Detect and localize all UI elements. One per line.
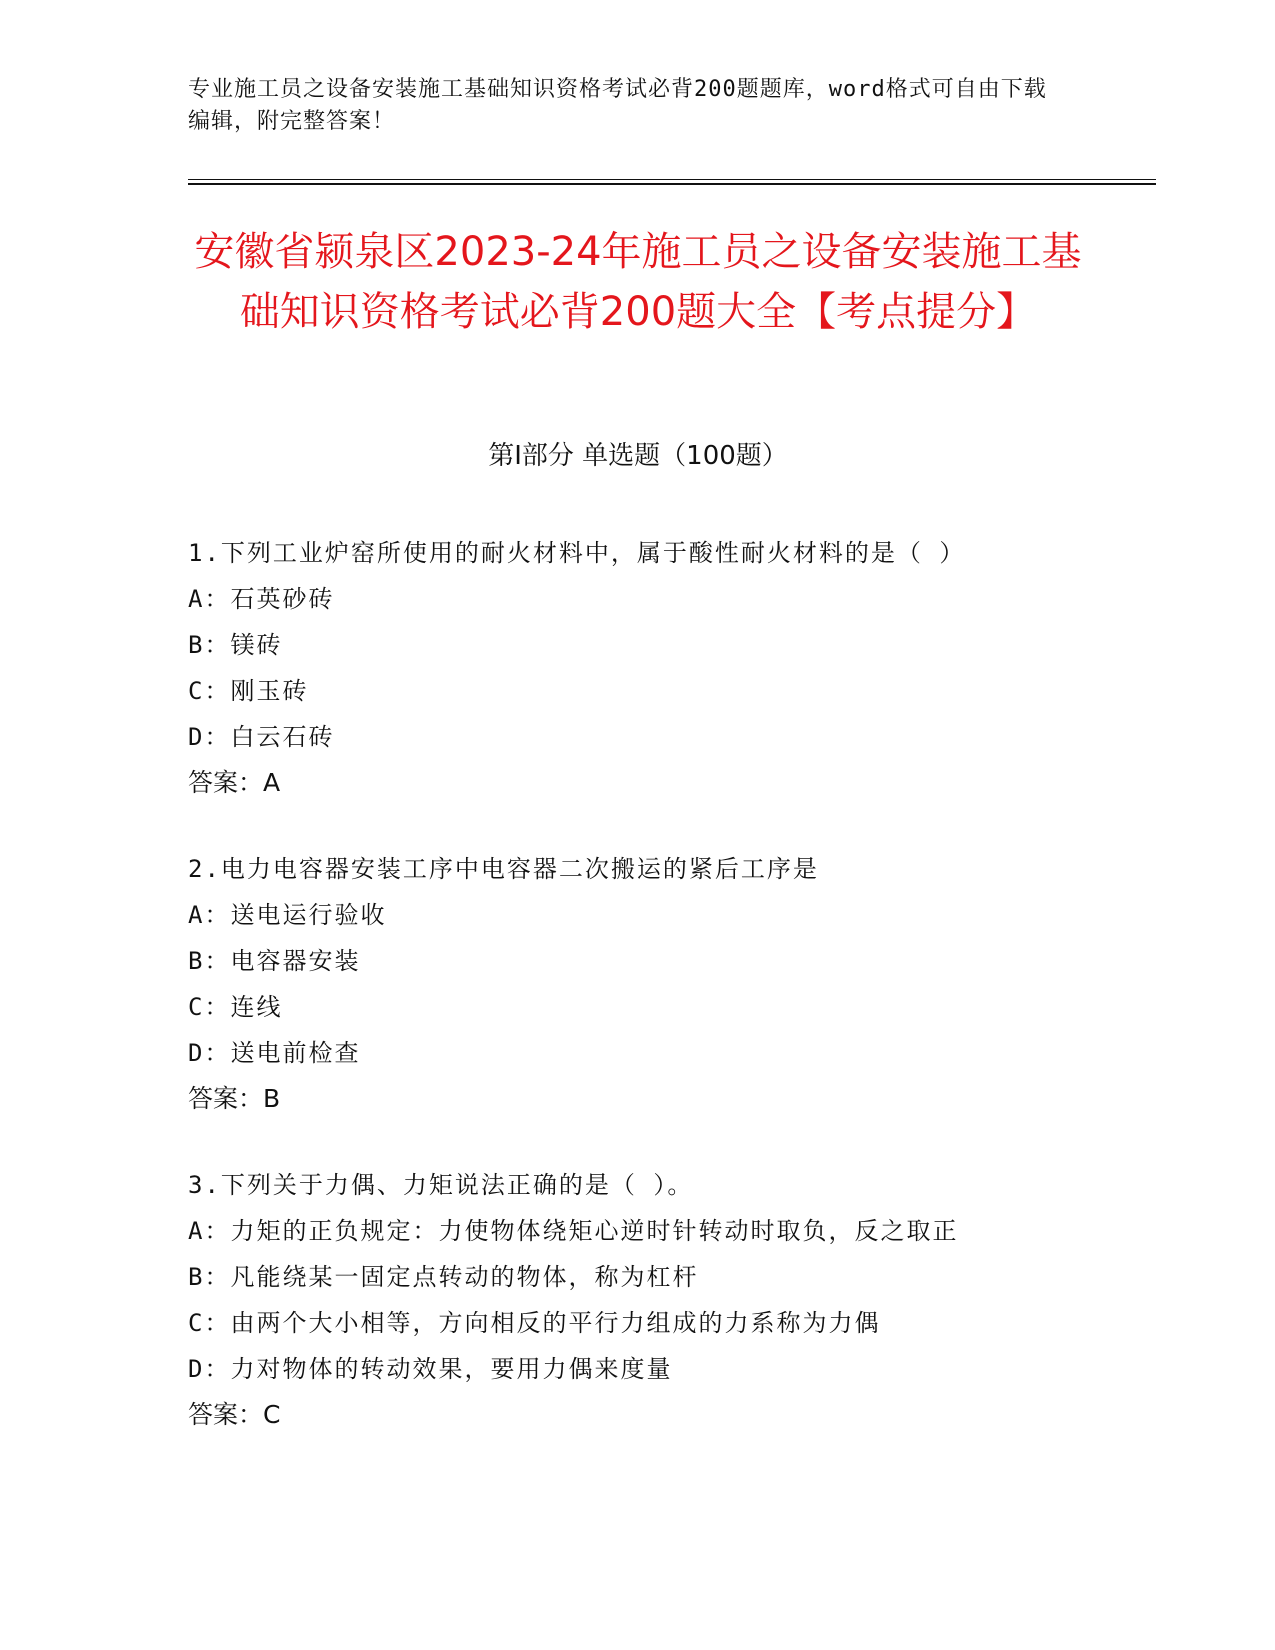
option-letter: B： (188, 947, 231, 975)
option-letter: D： (188, 723, 231, 751)
question-stem: 2.电力电容器安装工序中电容器二次搬运的紧后工序是 (188, 855, 819, 883)
question-2 (188, 846, 1088, 1122)
option-letter: D： (188, 1355, 231, 1383)
option-text: 送电前检查 (230, 1039, 361, 1067)
option-d (188, 714, 1088, 760)
option-text: 刚玉砖 (230, 677, 309, 705)
option-b (188, 1254, 1088, 1300)
option-a (188, 1208, 1088, 1254)
header-divider-thin (188, 179, 1156, 180)
option-c (188, 668, 1088, 714)
option-text: 由两个大小相等，方向相反的平行力组成的力系称为力偶 (230, 1309, 881, 1337)
option-text: 凡能绕某一固定点转动的物体，称为杠杆 (230, 1263, 699, 1291)
option-letter: C： (188, 677, 231, 705)
option-b (188, 938, 1088, 984)
option-text: 力矩的正负规定：力使物体绕矩心逆时针转动时取负，反之取正 (230, 1217, 959, 1245)
document-title: 安徽省颍泉区2023-24年施工员之设备安装施工基础知识资格考试必背200题大全【考点提分】 (194, 229, 1082, 335)
answer: 答案：C (188, 1400, 281, 1429)
answer: 答案：B (188, 1084, 281, 1113)
option-a (188, 892, 1088, 938)
option-letter: A： (188, 901, 231, 929)
option-d (188, 1346, 1088, 1392)
option-letter: D： (188, 1039, 231, 1067)
header-divider-thick (188, 183, 1156, 185)
section-title: 第Ⅰ部分 单选题（100题） (488, 441, 788, 471)
option-c (188, 984, 1088, 1030)
answer: 答案：A (188, 768, 281, 797)
option-letter: C： (188, 993, 231, 1021)
option-d (188, 1030, 1088, 1076)
option-text: 连线 (230, 993, 283, 1021)
option-letter: B： (188, 631, 231, 659)
option-letter: A： (188, 585, 231, 613)
option-text: 石英砂砖 (230, 585, 335, 613)
option-text: 白云石砖 (230, 723, 335, 751)
option-text: 镁砖 (230, 631, 283, 659)
option-b (188, 622, 1088, 668)
option-text: 送电运行验收 (230, 901, 387, 929)
option-c (188, 1300, 1088, 1346)
question-list (188, 530, 1088, 1478)
header-note: 专业施工员之设备安装施工基础知识资格考试必背200题题库，word格式可自由下载编辑，附完整答案！ (188, 77, 1047, 134)
option-letter: B： (188, 1263, 231, 1291)
option-text: 电容器安装 (230, 947, 361, 975)
option-text: 力对物体的转动效果，要用力偶来度量 (230, 1355, 673, 1383)
option-letter: C： (188, 1309, 231, 1337)
question-3 (188, 1162, 1088, 1438)
question-stem: 3.下列关于力偶、力矩说法正确的是（ ）。 (188, 1171, 694, 1199)
question-1 (188, 530, 1088, 806)
option-letter: A： (188, 1217, 231, 1245)
question-stem: 1.下列工业炉窑所使用的耐火材料中，属于酸性耐火材料的是（ ） (188, 539, 966, 567)
option-a (188, 576, 1088, 622)
